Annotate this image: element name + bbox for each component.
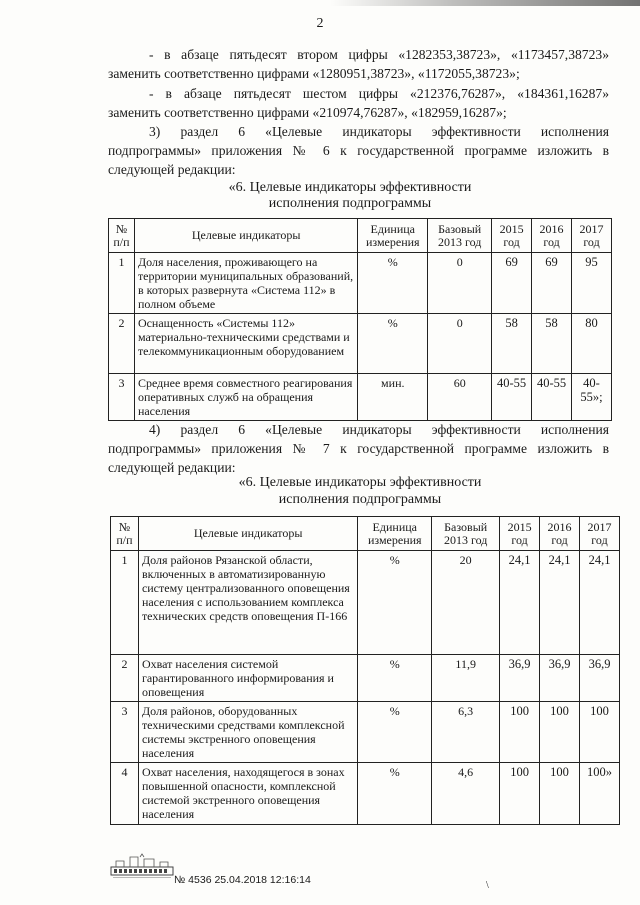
scan-mark: \: [486, 880, 489, 891]
row-num: 3: [109, 374, 135, 421]
header-2015: 2015 год: [492, 219, 532, 253]
row-2017: 40-55»;: [572, 374, 612, 421]
table-row: [111, 763, 620, 825]
row-base: 6,3: [432, 702, 500, 763]
header-2016: 2016 год: [532, 219, 572, 253]
row-2015: 100: [500, 702, 540, 763]
header-base: Базовый 2013 год: [432, 517, 500, 551]
section-heading: «6. Целевые индикаторы эффективности: [238, 475, 482, 490]
table-row: [111, 655, 620, 702]
row-num: 3: [111, 702, 139, 763]
row-unit: %: [358, 702, 432, 763]
header-unit: Единица измерения: [358, 219, 428, 253]
row-unit: %: [358, 253, 428, 314]
section-heading: «6. Целевые индикаторы эффективности: [228, 180, 472, 195]
indicator-table-1: [108, 218, 612, 421]
row-2015: 69: [492, 253, 532, 314]
row-2017: 100»: [580, 763, 620, 825]
paragraph-line: заменить соответственно цифрами «210974,76287», «182959,16287»;: [108, 105, 507, 120]
table-row: [109, 253, 612, 314]
row-base: 20: [432, 551, 500, 655]
header-unit: Единица измерения: [358, 517, 432, 551]
table-row: [111, 702, 620, 763]
header-num: № п/п: [109, 219, 135, 253]
header-indicators: Целевые индикаторы: [138, 517, 357, 551]
table-row: [109, 374, 612, 421]
paragraph-line: следующей редакции:: [108, 162, 236, 177]
indicator-table-2: [110, 516, 620, 825]
row-indicator: Охват населения системой гарантированного информирования и оповещения: [138, 655, 357, 702]
row-base: 0: [428, 253, 492, 314]
paragraph-line: подпрограммы» приложения № 7 к государственной программе изложить в: [108, 441, 609, 456]
registry-stamp-icon: [110, 853, 174, 879]
row-2017: 80: [572, 314, 612, 374]
row-base: 11,9: [432, 655, 500, 702]
row-unit: %: [358, 551, 432, 655]
row-num: 4: [111, 763, 139, 825]
row-2017: 100: [580, 702, 620, 763]
row-base: 0: [428, 314, 492, 374]
row-2016: 40-55: [532, 374, 572, 421]
row-unit: %: [358, 763, 432, 825]
section-heading: исполнения подпрограммы: [268, 196, 432, 211]
paragraph-line: - в абзаце пятьдесят шестом цифры «212376,76287», «184361,16287»: [149, 86, 609, 101]
paragraph-line: подпрограммы» приложения № 6 к государственной программе изложить в: [108, 143, 609, 158]
row-num: 2: [109, 314, 135, 374]
table-header-row: [111, 517, 620, 551]
scan-edge-shadow: [330, 0, 640, 6]
row-num: 2: [111, 655, 139, 702]
row-unit: мин.: [358, 374, 428, 421]
row-indicator: Доля районов, оборудованных техническими средствами комплексной системы экстренного оповещения населения: [138, 702, 357, 763]
header-2017: 2017 год: [572, 219, 612, 253]
row-2016: 100: [540, 702, 580, 763]
table-row: [109, 314, 612, 374]
row-unit: %: [358, 655, 432, 702]
page-number: 2: [316, 16, 324, 31]
table-row: [111, 551, 620, 655]
header-2015: 2015 год: [500, 517, 540, 551]
paragraph-line: 3) раздел 6 «Целевые индикаторы эффективности исполнения: [149, 124, 609, 139]
row-2016: 36,9: [540, 655, 580, 702]
row-indicator: Оснащенность «Системы 112» материально-техническими средствами и телекоммуникационным оборудованием: [134, 314, 357, 374]
row-num: 1: [111, 551, 139, 655]
paragraph-line: следующей редакции:: [108, 460, 236, 475]
row-2016: 58: [532, 314, 572, 374]
row-2015: 100: [500, 763, 540, 825]
row-2015: 40-55: [492, 374, 532, 421]
row-2017: 24,1: [580, 551, 620, 655]
paragraph-line: - в абзаце пятьдесят втором цифры «1282353,38723», «1173457,38723»: [149, 47, 609, 62]
row-base: 4,6: [432, 763, 500, 825]
row-unit: %: [358, 314, 428, 374]
section-heading: исполнения подпрограммы: [278, 492, 442, 507]
header-base: Базовый 2013 год: [428, 219, 492, 253]
paragraph-line: 4) раздел 6 «Целевые индикаторы эффективности исполнения: [149, 422, 609, 437]
row-2017: 36,9: [580, 655, 620, 702]
row-indicator: Доля районов Рязанской области, включенных в автоматизированную систему централизованного оповещения населения с использованием комплекса технических средств оповещения П-166: [138, 551, 357, 655]
header-2016: 2016 год: [540, 517, 580, 551]
row-2016: 100: [540, 763, 580, 825]
row-2015: 36,9: [500, 655, 540, 702]
header-2017: 2017 год: [580, 517, 620, 551]
row-2015: 24,1: [500, 551, 540, 655]
header-indicators: Целевые индикаторы: [134, 219, 357, 253]
row-2016: 69: [532, 253, 572, 314]
registration-note: № 4536 25.04.2018 12:16:14: [174, 874, 311, 886]
row-indicator: Среднее время совместного реагирования оперативных служб на обращения населения: [134, 374, 357, 421]
row-2015: 58: [492, 314, 532, 374]
row-2016: 24,1: [540, 551, 580, 655]
paragraph-line: заменить соответственно цифрами «1280951,38723», «1172055,38723»;: [108, 66, 520, 81]
row-2017: 95: [572, 253, 612, 314]
header-num: № п/п: [111, 517, 139, 551]
row-indicator: Доля населения, проживающего на территории муниципальных образований, в которых развернута «Система 112» в полном объеме: [134, 253, 357, 314]
row-indicator: Охват населения, находящегося в зонах повышенной опасности, комплексной системой экстренного оповещения населения: [138, 763, 357, 825]
row-num: 1: [109, 253, 135, 314]
table-header-row: [109, 219, 612, 253]
row-base: 60: [428, 374, 492, 421]
